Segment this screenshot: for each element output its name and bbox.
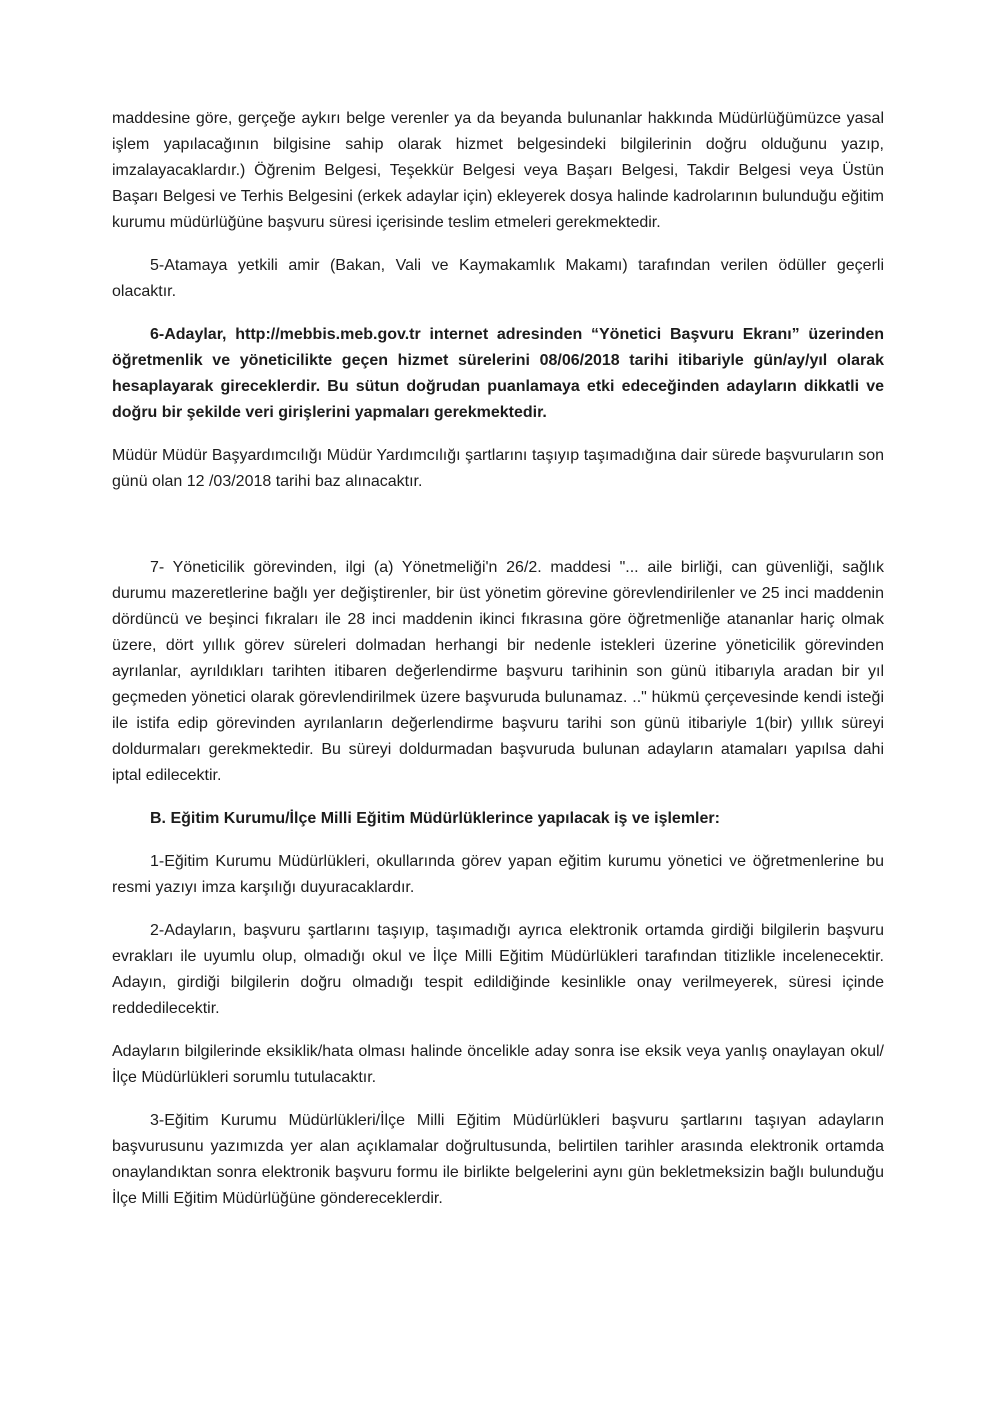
paragraph-item-5: 5-Atamaya yetkili amir (Bakan, Vali ve Kaymakamlık Makamı) tarafından verilen ödüller geçerli olacaktır. [112, 257, 884, 300]
document-content [112, 106, 884, 1229]
paragraph-b-item-2: 2-Adayların, başvuru şartlarını taşıyıp, taşımadığı ayrıca elektronik ortamda girdiği bilgilerin başvuru evrakları ile uyumlu olup, olmadığı okul ve İlçe Milli Eğitim Müdürlükleri tarafından titizlikle incelenecektir. Adayın, girdiği bilgilerin doğru olmadığı tespit edildiğinde kesinlikle onay verilmeyerek, süresi içinde reddedilecektir. [112, 922, 884, 1017]
section-b-heading: B. Eğitim Kurumu/İlçe Milli Eğitim Müdürlüklerince yapılacak iş ve işlemler: [150, 810, 720, 827]
paragraph-item-6: 6-Adaylar, http://mebbis.meb.gov.tr internet adresinden “Yönetici Başvuru Ekranı” üzerinden öğretmenlik ve yöneticilikte geçen hizmet sürelerini 08/06/2018 tarihi itibariyle gün/ay/yıl olarak hesaplayarak gireceklerdir. Bu sütun doğrudan puanlamaya etki edeceğinden adayların dikkatli ve doğru bir şekilde veri girişlerini yapmaları gerekmektedir. [112, 326, 884, 421]
paragraph-deadline-note: Müdür Müdür Başyardımcılığı Müdür Yardımcılığı şartlarını taşıyıp taşımadığına dair sürede başvuruların son günü olan 12 /03/2018 tarihi baz alınacaktır. [112, 447, 884, 490]
paragraph-item-7: 7- Yöneticilik görevinden, ilgi (a) Yönetmeliği'n 26/2. maddesi "... aile birliği, can güvenliği, sağlık durumu mazeretlerine bağlı yer değiştirenler, bir üst yönetim görevine görevlendirilenler ve 25 inci maddenin dördüncü ve beşinci fıkraları ile 28 inci maddenin ikinci fıkrasına göre öğretmenliğe atananlar hariç olmak üzere, dört yıllık görev süreleri dolmadan herhangi bir nedenle istekleri üzerine yöneticilik görevinden ayrılanlar, ayrıldıkları tarihten itibaren değerlendirme başvuru tarihinin son günü itibarıyla aradan bir yıl geçmeden yönetici olarak görevlendirilmek üzere başvuruda bulunamaz. .." hükmü çerçevesinde kendi isteği ile istifa edip görevinden ayrılanların değerlendirme başvuru tarihi son günü itibariyle 1(bir) yıllık süreyi doldurmaları gerekmektedir. Bu süreyi doldurmadan başvuruda bulunan adayların atamaları yapılsa dahi iptal edilecektir. [112, 559, 884, 784]
paragraph-liability-note: Adayların bilgilerinde eksiklik/hata olması halinde öncelikle aday sonra ise eksik veya yanlış onaylayan okul/İlçe Müdürlükleri sorumlu tutulacaktır. [112, 1043, 884, 1086]
paragraph-continuation: maddesine göre, gerçeğe aykırı belge verenler ya da beyanda bulunanlar hakkında Müdürlüğümüzce yasal işlem yapılacağının bilgisine sahip olarak hizmet belgesindeki bilgilerinin doğru olduğunu yazıp, imzalayacaklardır.) Öğrenim Belgesi, Teşekkür Belgesi veya Başarı Belgesi, Takdir Belgesi veya Üstün Başarı Belgesi ve Terhis Belgesini (erkek adaylar için) ekleyerek dosya halinde kadrolarının bulunduğu eğitim kurumu müdürlüğüne başvuru süresi içerisinde teslim etmeleri gerekmektedir. [112, 110, 884, 231]
paragraph-b-item-1: 1-Eğitim Kurumu Müdürlükleri, okullarında görev yapan eğitim kurumu yönetici ve öğretmenlerine bu resmi yazıyı imza karşılığı duyuracaklardır. [112, 853, 884, 896]
paragraph-b-item-3: 3-Eğitim Kurumu Müdürlükleri/İlçe Milli Eğitim Müdürlükleri başvuru şartlarını taşıyan adayların başvurusunu yazımızda yer alan açıklamalar doğrultusunda, belirtilen tarihler arasında elektronik ortamda onaylandıktan sonra elektronik başvuru formu ile birlikte belgelerini aynı gün bekletmeksizin bağlı bulunduğu İlçe Milli Eğitim Müdürlüğüne göndereceklerdir. [112, 1112, 884, 1207]
